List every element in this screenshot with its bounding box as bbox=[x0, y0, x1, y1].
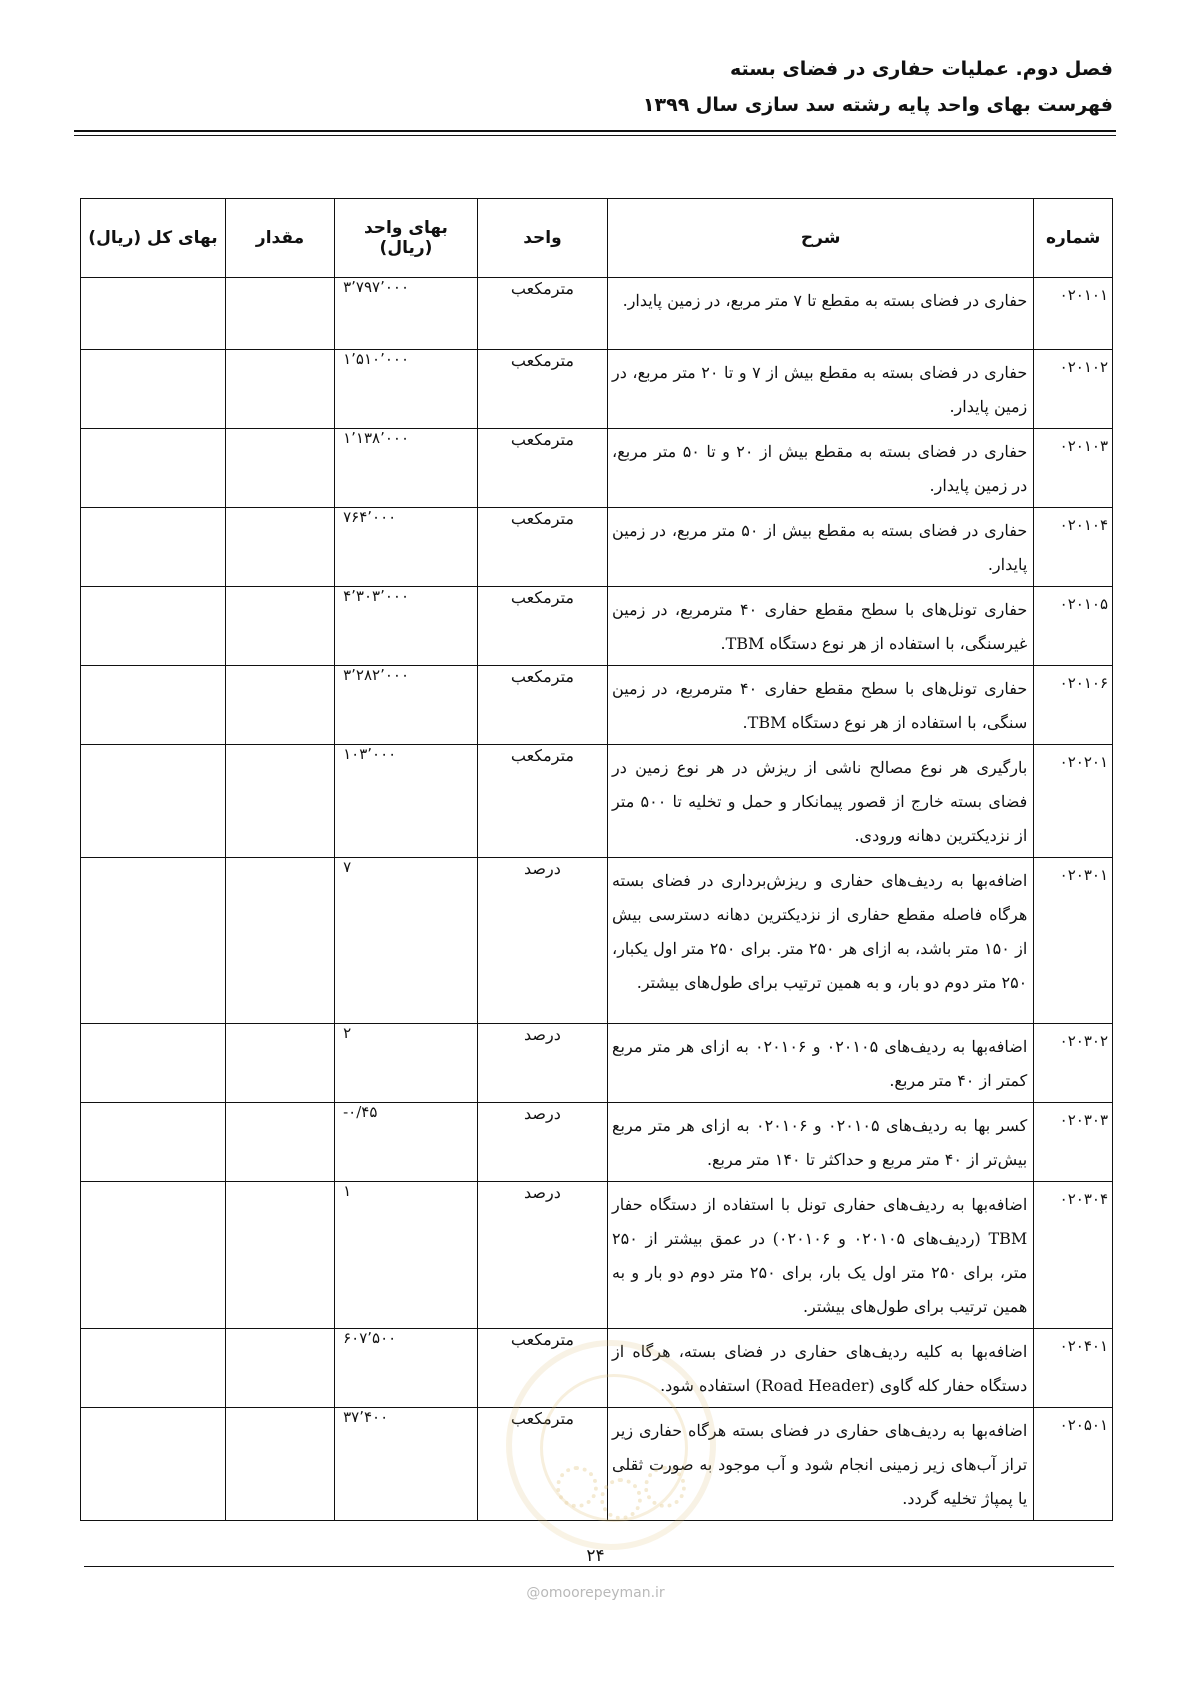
table-row bbox=[81, 1182, 1113, 1329]
page-number: ۲۴ bbox=[586, 1546, 605, 1566]
table-row bbox=[81, 350, 1113, 429]
gear-icon bbox=[644, 1466, 686, 1508]
row-description: اضافه‌بها به ردیف‌های ۰۲۰۱۰۵ و ۰۲۰۱۰۶ به ازای هر متر مربع کمتر از ۴۰ متر مربع. bbox=[608, 1024, 1034, 1103]
row-unit: مترمکعب bbox=[477, 666, 607, 745]
row-description: حفاری در فضای بسته به مقطع بیش از ۲۰ و تا ۵۰ متر مربع، در زمین پایدار. bbox=[608, 429, 1034, 508]
row-quantity bbox=[225, 1182, 334, 1329]
header-rule-thick bbox=[74, 130, 1116, 132]
row-code: ۰۲۰۱۰۲ bbox=[1034, 350, 1113, 429]
row-unit-price: ۴٬۳۰۳٬۰۰۰ bbox=[335, 587, 478, 666]
row-unit-price: -۰/۴۵ bbox=[335, 1103, 478, 1182]
row-unit: مترمکعب bbox=[477, 350, 607, 429]
row-code: ۰۲۰۱۰۱ bbox=[1034, 278, 1113, 350]
row-code: ۰۲۰۱۰۳ bbox=[1034, 429, 1113, 508]
row-quantity bbox=[225, 666, 334, 745]
row-code: ۰۲۰۳۰۱ bbox=[1034, 858, 1113, 1024]
row-description: اضافه‌بها به ردیف‌های حفاری تونل با استفاده از دستگاه حفار TBM (ردیف‌های ۰۲۰۱۰۵ و ۰۲۰۱۰۶) در عمق بیشتر از ۲۵۰ متر، برای ۲۵۰ متر اول یک بار، برای ۲۵۰ متر دوم دو بار و به همین ترتیب برای طول‌های بیشتر. bbox=[608, 1182, 1034, 1329]
row-total-price bbox=[81, 745, 226, 858]
row-description: حفاری در فضای بسته به مقطع تا ۷ متر مربع، در زمین پایدار. bbox=[608, 278, 1034, 350]
row-code: ۰۲۰۳۰۲ bbox=[1034, 1024, 1113, 1103]
row-quantity bbox=[225, 1024, 334, 1103]
row-unit-price: ۷۶۴٬۰۰۰ bbox=[335, 508, 478, 587]
chapter-title: فصل دوم. عملیات حفاری در فضای بسته bbox=[730, 58, 1113, 80]
header-quantity: مقدار bbox=[225, 199, 334, 278]
footer-rule bbox=[84, 1566, 1114, 1567]
row-description: حفاری تونل‌های با سطح مقطع حفاری ۴۰ مترمربع، در زمین غیرسنگی، با استفاده از هر نوع دستگاه TBM. bbox=[608, 587, 1034, 666]
row-description: اضافه‌بها به ردیف‌های حفاری و ریزش‌برداری در فضای بسته هرگاه فاصله مقطع حفاری از نزدیکترین دهانه دسترسی بیش از ۱۵۰ متر باشد، به ازای هر ۲۵۰ متر. برای ۲۵۰ متر اول یکبار، ۲۵۰ متر دوم دو بار، و به همین ترتیب برای طول‌های بیشتر. bbox=[608, 858, 1034, 1024]
watermark-text: @omoorepeyman.ir bbox=[526, 1585, 665, 1601]
table-row bbox=[81, 508, 1113, 587]
row-unit-price: ۷ bbox=[335, 858, 478, 1024]
row-quantity bbox=[225, 508, 334, 587]
header-rule-thin bbox=[74, 135, 1116, 136]
header-unit-price bbox=[335, 199, 478, 278]
document-title: فهرست بهای واحد پایه رشته سد سازی سال ۱۳۹۹ bbox=[642, 94, 1113, 116]
row-unit: مترمکعب bbox=[477, 429, 607, 508]
table-row bbox=[81, 429, 1113, 508]
header-unit-price-label: بهای واحد bbox=[363, 218, 448, 238]
row-quantity bbox=[225, 858, 334, 1024]
row-quantity bbox=[225, 429, 334, 508]
row-total-price bbox=[81, 1329, 226, 1408]
gear-icon bbox=[556, 1466, 598, 1508]
table-header-row bbox=[81, 199, 1113, 278]
header-unit: واحد bbox=[477, 199, 607, 278]
row-code: ۰۲۰۵۰۱ bbox=[1034, 1408, 1113, 1521]
row-description: اضافه‌بها به ردیف‌های حفاری در فضای بسته هرگاه حفاری زیر تراز آب‌های زیر زمینی انجام شود و آب موجود به صورت ثقلی یا پمپاژ تخلیه گردد. bbox=[608, 1408, 1034, 1521]
row-unit: درصد bbox=[477, 1103, 607, 1182]
table-row bbox=[81, 587, 1113, 666]
row-code: ۰۲۰۲۰۱ bbox=[1034, 745, 1113, 858]
row-code: ۰۲۰۳۰۳ bbox=[1034, 1103, 1113, 1182]
table-row bbox=[81, 278, 1113, 350]
page-header bbox=[643, 58, 1113, 116]
row-unit: مترمکعب bbox=[477, 745, 607, 858]
seal-stamp-image bbox=[506, 1340, 716, 1550]
row-unit-price: ۶۰۷٬۵۰۰ bbox=[335, 1329, 478, 1408]
row-total-price bbox=[81, 1182, 226, 1329]
row-total-price bbox=[81, 278, 226, 350]
row-unit-price: ۱٬۱۳۸٬۰۰۰ bbox=[335, 429, 478, 508]
price-list-table bbox=[80, 198, 1113, 1521]
table-row bbox=[81, 1024, 1113, 1103]
row-unit: درصد bbox=[477, 1182, 607, 1329]
row-total-price bbox=[81, 587, 226, 666]
row-unit-price: ۳٬۷۹۷٬۰۰۰ bbox=[335, 278, 478, 350]
row-code: ۰۲۰۱۰۴ bbox=[1034, 508, 1113, 587]
table-row bbox=[81, 666, 1113, 745]
row-unit: مترمکعب bbox=[477, 278, 607, 350]
row-description: بارگیری هر نوع مصالح ناشی از ریزش در هر نوع زمین در فضای بسته خارج از قصور پیمانکار و حمل و تخلیه تا ۵۰۰ متر از نزدیکترین دهانه ورودی. bbox=[608, 745, 1034, 858]
row-total-price bbox=[81, 666, 226, 745]
row-quantity bbox=[225, 1408, 334, 1521]
row-unit: مترمکعب bbox=[477, 1408, 607, 1521]
row-quantity bbox=[225, 587, 334, 666]
row-unit-price: ۲ bbox=[335, 1024, 478, 1103]
header-number: شماره bbox=[1034, 199, 1113, 278]
header-total-price: بهای کل (ریال) bbox=[81, 199, 226, 278]
row-total-price bbox=[81, 1103, 226, 1182]
row-quantity bbox=[225, 1329, 334, 1408]
row-unit: مترمکعب bbox=[477, 587, 607, 666]
row-unit-price: ۱ bbox=[335, 1182, 478, 1329]
table-row bbox=[81, 745, 1113, 858]
row-unit-price: ۱٬۵۱۰٬۰۰۰ bbox=[335, 350, 478, 429]
row-quantity bbox=[225, 745, 334, 858]
row-total-price bbox=[81, 1024, 226, 1103]
row-description: حفاری تونل‌های با سطح مقطع حفاری ۴۰ مترمربع، در زمین سنگی، با استفاده از هر نوع دستگاه TBM. bbox=[608, 666, 1034, 745]
row-unit-price: ۳٬۲۸۲٬۰۰۰ bbox=[335, 666, 478, 745]
row-total-price bbox=[81, 429, 226, 508]
row-code: ۰۲۰۱۰۵ bbox=[1034, 587, 1113, 666]
row-total-price bbox=[81, 1408, 226, 1521]
row-unit: مترمکعب bbox=[477, 1329, 607, 1408]
row-description: کسر بها به ردیف‌های ۰۲۰۱۰۵ و ۰۲۰۱۰۶ به ازای هر متر مربع بیش‌تر از ۴۰ متر مربع و حداکثر تا ۱۴۰ متر مربع. bbox=[608, 1103, 1034, 1182]
row-description: حفاری در فضای بسته به مقطع بیش از ۵۰ متر مربع، در زمین پایدار. bbox=[608, 508, 1034, 587]
row-unit: مترمکعب bbox=[477, 508, 607, 587]
table-row bbox=[81, 858, 1113, 1024]
row-code: ۰۲۰۴۰۱ bbox=[1034, 1329, 1113, 1408]
row-total-price bbox=[81, 858, 226, 1024]
row-description: حفاری در فضای بسته به مقطع بیش از ۷ و تا ۲۰ متر مربع، در زمین پایدار. bbox=[608, 350, 1034, 429]
row-code: ۰۲۰۱۰۶ bbox=[1034, 666, 1113, 745]
row-total-price bbox=[81, 350, 226, 429]
row-quantity bbox=[225, 350, 334, 429]
row-unit-price: ۱۰۳٬۰۰۰ bbox=[335, 745, 478, 858]
row-quantity bbox=[225, 278, 334, 350]
row-quantity bbox=[225, 1103, 334, 1182]
gear-icon bbox=[600, 1478, 642, 1520]
row-total-price bbox=[81, 508, 226, 587]
row-code: ۰۲۰۳۰۴ bbox=[1034, 1182, 1113, 1329]
row-unit-price: ۳۷٬۴۰۰ bbox=[335, 1408, 478, 1521]
row-unit: درصد bbox=[477, 858, 607, 1024]
header-description: شرح bbox=[608, 199, 1034, 278]
row-unit: درصد bbox=[477, 1024, 607, 1103]
header-unit-price-currency: (ریال) bbox=[379, 238, 433, 258]
table-row bbox=[81, 1103, 1113, 1182]
row-description: اضافه‌بها به کلیه ردیف‌های حفاری در فضای بسته، هرگاه از دستگاه حفار کله گاوی (Road Header) استفاده شود. bbox=[608, 1329, 1034, 1408]
